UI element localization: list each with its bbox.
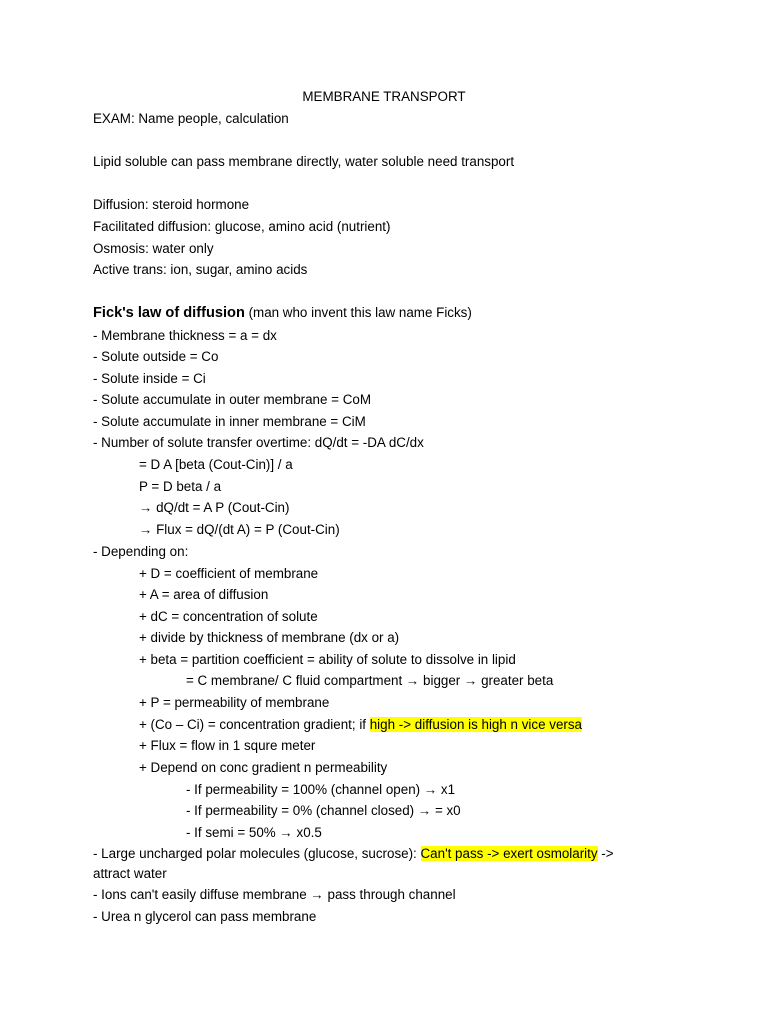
large-molecules-line <box>93 846 614 862</box>
fick-item: - Membrane thickness = a = dx <box>93 328 277 343</box>
type-osmosis: Osmosis: water only <box>93 241 214 256</box>
page-title: MEMBRANE TRANSPORT <box>302 89 466 104</box>
depending-item-a: + A = area of diffusion <box>139 587 269 602</box>
depending-item-d: + D = coefficient of membrane <box>139 566 319 581</box>
depending-label: - Depending on: <box>93 544 189 559</box>
depending-item-gradient <box>139 717 582 733</box>
gradient-text: + (Co – Ci) = concentration gradient; if <box>139 717 370 732</box>
fick-item: - Number of solute transfer overtime: dQ/dt = -DA dC/dx <box>93 435 424 450</box>
lipid-note: Lipid soluble can pass membrane directly, water soluble need transport <box>93 154 515 169</box>
type-diffusion: Diffusion: steroid hormone <box>93 197 250 212</box>
permeability-case-2: - If permeability = 0% (channel closed) → = x0 <box>186 803 461 818</box>
type-active: Active trans: ion, sugar, amino acids <box>93 262 308 277</box>
ions-note: - Ions can't easily diffuse membrane → pass through channel <box>93 887 456 902</box>
fick-item: - Solute inside = Ci <box>93 371 206 386</box>
depending-item-thickness: + divide by thickness of membrane (dx or a) <box>139 630 400 645</box>
fick-item: - Solute accumulate in inner membrane = CiM <box>93 414 366 429</box>
beta-definition: = C membrane/ C fluid compartment → bigger → greater beta <box>186 673 554 688</box>
highlight-gradient: high -> diffusion is high n vice versa <box>369 717 582 732</box>
fick-heading-line <box>93 305 472 321</box>
depending-item-beta: + beta = partition coefficient = ability of solute to dissolve in lipid <box>139 652 516 667</box>
depending-item-p: + P = permeability of membrane <box>139 695 330 710</box>
equation-2: P = D beta / a <box>139 479 222 494</box>
large-molecules-cont: attract water <box>93 866 167 881</box>
depending-item-conc: + Depend on conc gradient n permeability <box>139 760 388 775</box>
type-facilitated: Facilitated diffusion: glucose, amino acid (nutrient) <box>93 219 391 234</box>
large-molecules-arrow: -> <box>597 846 614 861</box>
large-molecules-text: - Large uncharged polar molecules (glucose, sucrose): <box>93 846 421 861</box>
highlight-osmolarity: Can't pass -> exert osmolarity <box>420 846 598 861</box>
fick-note: (man who invent this law name Ficks) <box>244 305 472 320</box>
fick-item: - Solute outside = Co <box>93 349 219 364</box>
equation-1: = D A [beta (Cout-Cin)] / a <box>139 457 293 472</box>
fick-heading: Fick's law of diffusion <box>93 305 245 321</box>
equation-3: → dQ/dt = A P (Cout-Cin) <box>139 500 290 515</box>
depending-item-dc: + dC = concentration of solute <box>139 609 318 624</box>
fick-item: - Solute accumulate in outer membrane = CoM <box>93 392 371 407</box>
permeability-case-3: - If semi = 50% → x0.5 <box>186 825 322 840</box>
equation-4: → Flux = dQ/(dt A) = P (Cout-Cin) <box>139 522 340 537</box>
urea-note: - Urea n glycerol can pass membrane <box>93 909 317 924</box>
permeability-case-1: - If permeability = 100% (channel open) → x1 <box>186 782 456 797</box>
depending-item-flux: + Flux = flow in 1 squre meter <box>139 738 316 753</box>
exam-note: EXAM: Name people, calculation <box>93 111 289 126</box>
